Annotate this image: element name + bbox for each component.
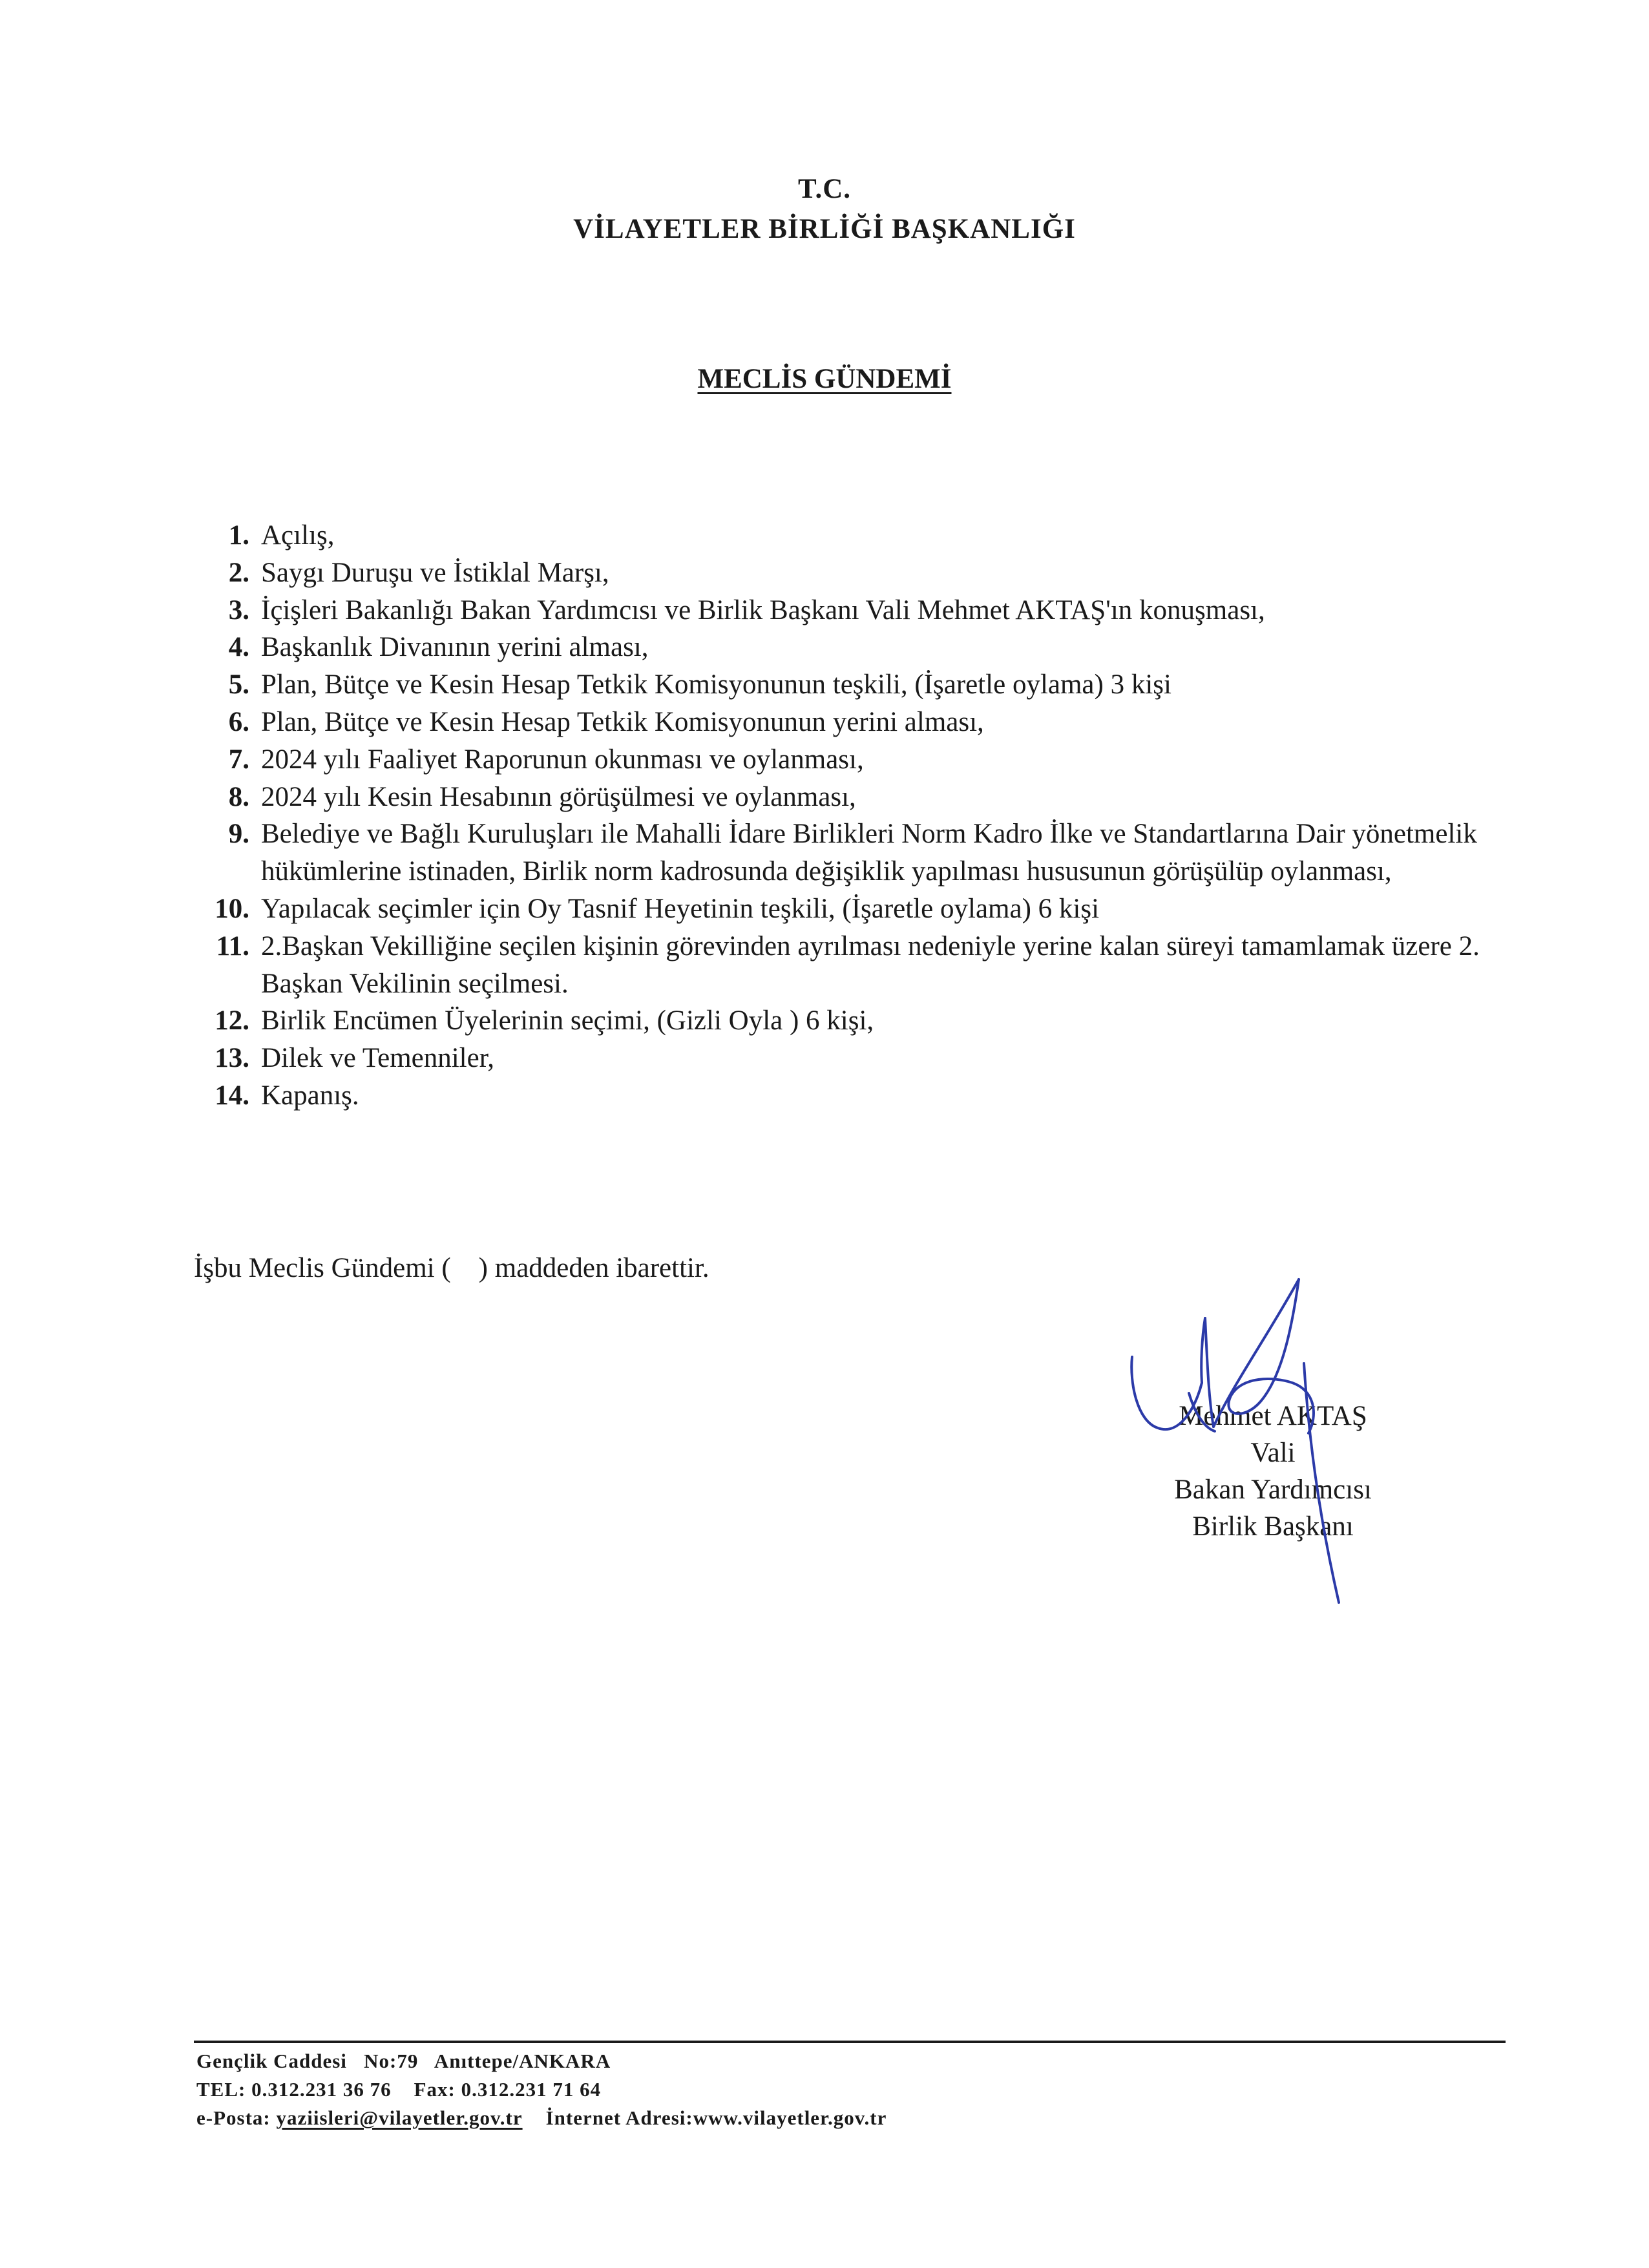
- agenda-item-number: 14.: [215, 1080, 249, 1111]
- agenda-item-number: 12.: [215, 1005, 249, 1036]
- agenda-item-number: 5.: [228, 669, 249, 700]
- agenda-item: [194, 1077, 1512, 1115]
- agenda-item-number: 6.: [228, 706, 249, 737]
- agenda-item-number: 8.: [228, 781, 249, 812]
- header-line-tc: T.C.: [797, 174, 852, 204]
- document-title-text: MECLİS GÜNDEMİ: [697, 364, 952, 394]
- agenda-item: [194, 517, 1512, 554]
- agenda-item: [194, 928, 1512, 1003]
- footer-email-label: e-Posta:: [196, 2106, 277, 2129]
- agenda-item-text: 2024 yılı Faaliyet Raporunun okunması ve oylanması,: [261, 744, 864, 775]
- agenda-item-text: Açılış,: [261, 520, 335, 551]
- agenda-item-text: 2024 yılı Kesin Hesabının görüşülmesi ve oylanması,: [261, 781, 856, 812]
- agenda-item-number: 7.: [228, 744, 249, 775]
- agenda-item-number: 2.: [228, 557, 249, 588]
- agenda-item-text: Yapılacak seçimler için Oy Tasnif Heyetinin teşkili, (İşaretle oylama) 6 kişi: [261, 893, 1100, 924]
- document-header: [0, 169, 1649, 249]
- signatory-role-deputy-minister: Bakan Yardımcısı: [1174, 1475, 1372, 1505]
- agenda-list: [194, 517, 1512, 1115]
- agenda-item: [194, 815, 1512, 890]
- document-footer: [196, 2047, 887, 2132]
- agenda-item-number: 1.: [228, 520, 249, 551]
- agenda-item: [194, 741, 1512, 779]
- agenda-item: [194, 779, 1512, 816]
- agenda-item-text: Başkanlık Divanının yerini alması,: [261, 632, 649, 663]
- signature-block: [1060, 1398, 1486, 1545]
- agenda-item-number: 13.: [215, 1043, 249, 1074]
- agenda-item-text: Plan, Bütçe ve Kesin Hesap Tetkik Komisyonunun teşkili, (İşaretle oylama) 3 kişi: [261, 669, 1171, 700]
- header-line-institution: VİLAYETLER BİRLİĞİ BAŞKANLIĞI: [573, 214, 1076, 244]
- footer-website[interactable]: İnternet Adresi:www.vilayetler.gov.tr: [545, 2106, 887, 2129]
- footer-divider: [194, 2041, 1506, 2043]
- agenda-item-text: Plan, Bütçe ve Kesin Hesap Tetkik Komisyonunun yerini alması,: [261, 706, 984, 737]
- signatory-role-union-president: Birlik Başkanı: [1192, 1511, 1354, 1542]
- agenda-item-text: Dilek ve Temenniler,: [261, 1043, 495, 1074]
- agenda-item-number: 9.: [228, 819, 249, 850]
- document-title: [0, 359, 1649, 399]
- agenda-item: [194, 554, 1512, 592]
- agenda-item: [194, 890, 1512, 928]
- agenda-item-text: Birlik Encümen Üyelerinin seçimi, (Gizli Oyla ) 6 kişi,: [261, 1005, 874, 1036]
- agenda-item: [194, 1002, 1512, 1040]
- agenda-item-text: 2.Başkan Vekilliğine seçilen kişinin görevinden ayrılması nedeniyle yerine kalan süreyi tamamlamak üzere 2. Başkan Vekilinin seçilmesi.: [261, 930, 1480, 999]
- agenda-item-text: Belediye ve Bağlı Kuruluşları ile Mahalli İdare Birlikleri Norm Kadro İlke ve Standartlarına Dair yönetmelik hükümlerine istinaden, Birlik norm kadrosunda değişiklik yapılması hususunun görüşülüp oylanması,: [261, 819, 1477, 887]
- footer-phone-fax: TEL: 0.312.231 36 76 Fax: 0.312.231 71 64: [196, 2078, 602, 2101]
- footer-address: Gençlik Caddesi No:79 Anıttepe/ANKARA: [196, 2050, 611, 2072]
- agenda-item: [194, 592, 1512, 629]
- signatory-name: Mehmet AKTAŞ: [1179, 1401, 1367, 1431]
- agenda-item: [194, 629, 1512, 666]
- footer-contact-line: [196, 2104, 887, 2132]
- agenda-item: [194, 666, 1512, 704]
- agenda-item-text: Saygı Duruşu ve İstiklal Marşı,: [261, 557, 609, 588]
- agenda-item-text: İçişleri Bakanlığı Bakan Yardımcısı ve Birlik Başkanı Vali Mehmet AKTAŞ'ın konuşması,: [261, 594, 1265, 625]
- agenda-item-number: 11.: [216, 930, 249, 961]
- agenda-item: [194, 704, 1512, 741]
- agenda-item: [194, 1040, 1512, 1077]
- footer-email-link[interactable]: yaziisleri@vilayetler.gov.tr: [276, 2106, 523, 2129]
- closing-statement: İşbu Meclis Gündemi ( ) maddeden ibarettir.: [194, 1253, 709, 1283]
- signatory-role-governor: Vali: [1250, 1438, 1296, 1468]
- agenda-item-number: 4.: [228, 632, 249, 663]
- agenda-item-number: 3.: [228, 594, 249, 625]
- agenda-item-text: Kapanış.: [261, 1080, 359, 1111]
- agenda-item-number: 10.: [215, 893, 249, 924]
